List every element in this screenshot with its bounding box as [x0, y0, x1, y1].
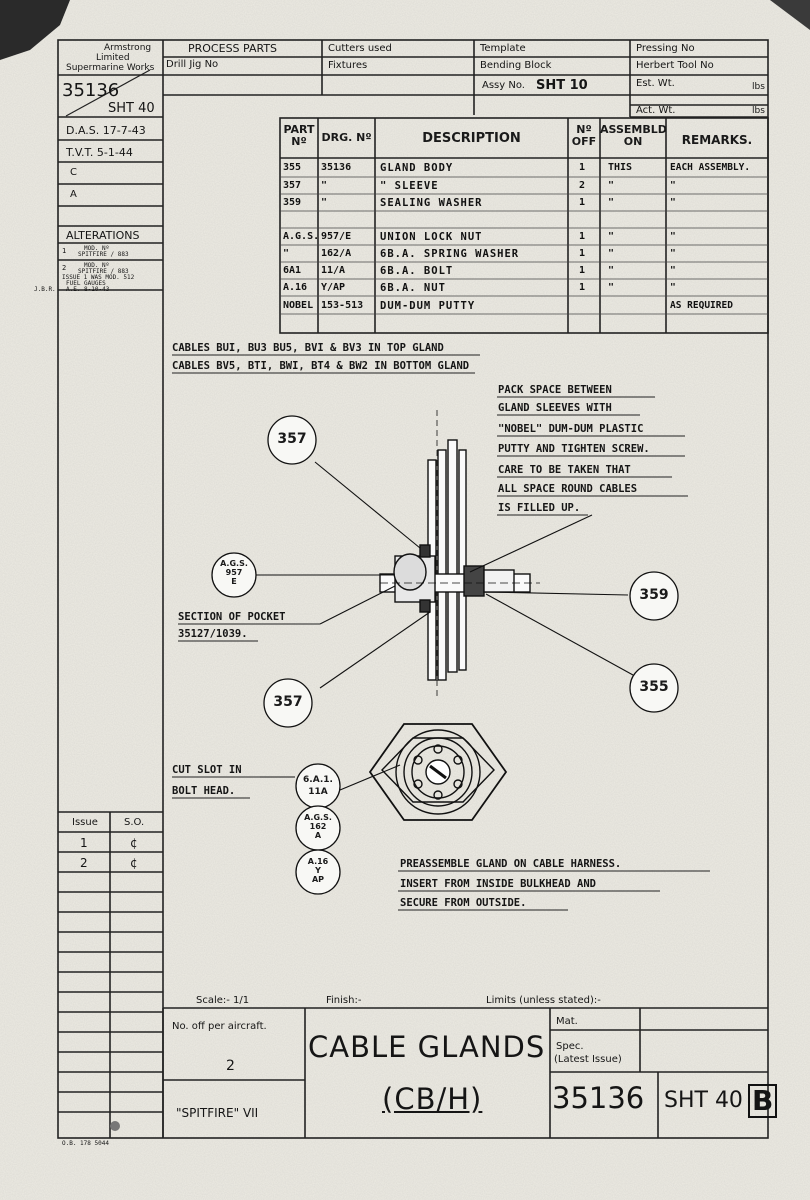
aircraft-name: "SPITFIRE" VII	[176, 1106, 259, 1120]
company-line-2: Limited	[96, 53, 130, 63]
alteration-1-desc: SPITFIRE / 883	[78, 251, 129, 258]
col-header-part-no: PART Nº	[283, 123, 315, 148]
so-header: S.O.	[124, 817, 145, 828]
note-preassemble-3: SECURE FROM OUTSIDE.	[400, 897, 527, 909]
company-line-3: Supermarine Works	[66, 63, 155, 73]
note-pack-space-1: PACK SPACE BETWEEN	[498, 384, 612, 396]
parts-row-5-part-no: A.G.S.	[283, 231, 320, 242]
parts-row-7-description: 6B.A. BOLT	[380, 265, 454, 277]
parts-row-5-drg-no: 957/E	[321, 231, 352, 242]
note-cables-top: CABLES BUI, BU3 BU5, BVI & BV3 IN TOP GLAND	[172, 342, 444, 354]
das-signature: D.A.S. 17-7-43	[66, 124, 146, 137]
alteration-2-line4: FUEL GAUGES	[66, 280, 106, 287]
tvt-signature: T.V.T. 5-1-44	[66, 146, 133, 159]
parts-row-6-part-no: "	[283, 248, 290, 259]
note-section-of-pocket: SECTION OF POCKET	[178, 611, 286, 623]
parts-row-6-no-off: 1	[579, 248, 586, 259]
parts-row-7-drg-no: 11/A	[321, 265, 346, 276]
issue-row-1-so: ¢	[130, 836, 138, 850]
note-pack-space-6: ALL SPACE ROUND CABLES	[498, 483, 638, 495]
issue-row-1-issue: 1	[80, 836, 88, 850]
parts-row-6-remarks: "	[670, 248, 676, 259]
alterations-heading: ALTERATIONS	[66, 229, 140, 242]
parts-row-1-description: GLAND BODY	[380, 162, 454, 174]
col-header-drg-no: DRG. Nº	[321, 131, 372, 144]
parts-row-6-drg-no: 162/A	[321, 248, 352, 259]
col-header-description: DESCRIPTION	[422, 131, 521, 146]
parts-row-1-part-no: 355	[283, 162, 302, 173]
parts-row-7-assembled-on: "	[608, 265, 615, 276]
note-cut-slot: CUT SLOT IN	[172, 764, 242, 776]
alteration-2-mod: MOD. Nº	[84, 262, 110, 269]
issue-letter: B	[748, 1084, 777, 1118]
parts-row-8-assembled-on: "	[608, 282, 615, 293]
parts-row-2-remarks: "	[670, 180, 676, 191]
parts-row-9-remarks: AS REQUIRED	[670, 300, 733, 311]
alteration-2-line3: ISSUE 1 WAS MOD. 512	[62, 274, 135, 281]
parts-row-1-drg-no: 35136	[321, 162, 352, 173]
col-header-assembled-on: ASSEMBLD ON	[600, 123, 667, 148]
callout-359: 359	[639, 587, 669, 603]
parts-row-1-assembled-on: THIS	[608, 162, 633, 173]
drill-jig-no-label: Drill Jig No	[166, 59, 219, 70]
finish-label: Finish:-	[326, 995, 362, 1006]
callout-a16: A.16 Y AP	[307, 857, 329, 884]
bending-block-label: Bending Block	[480, 60, 552, 71]
herbert-tool-no-label: Herbert Tool No	[636, 60, 714, 71]
parts-row-3-part-no: 359	[283, 197, 302, 208]
parts-row-2-part-no: 357	[283, 180, 302, 191]
note-pack-space-7: IS FILLED UP.	[498, 502, 581, 514]
note-cables-bottom: CABLES BV5, BTI, BWI, BT4 & BW2 IN BOTTOM GLAND	[172, 360, 470, 372]
scale-label: Scale:- 1/1	[196, 995, 250, 1006]
parts-row-3-no-off: 1	[579, 197, 586, 208]
parts-row-9-description: DUM-DUM PUTTY	[380, 300, 476, 312]
parts-row-8-description: 6B.A. NUT	[380, 282, 446, 294]
limits-label: Limits (unless stated):-	[486, 995, 601, 1006]
parts-row-9-part-no: NOBEL	[283, 300, 314, 311]
callout-ags957: A.G.S. 957 E	[220, 559, 248, 586]
parts-row-8-remarks: "	[670, 282, 676, 293]
print-reference: O.B. 178 5044	[62, 1140, 109, 1147]
sheet-number-top: SHT 40	[108, 101, 155, 116]
parts-row-7-part-no: 6A1	[283, 265, 302, 276]
parts-row-1-no-off: 1	[579, 162, 586, 173]
parts-row-7-no-off: 1	[579, 265, 586, 276]
parts-row-5-remarks: "	[670, 231, 676, 242]
drawing-number-top: 35136	[62, 80, 120, 101]
parts-row-6-description: 6B.A. SPRING WASHER	[380, 248, 520, 260]
mat-label: Mat.	[556, 1016, 578, 1027]
assy-no-label: Assy No.	[482, 80, 525, 91]
parts-row-5-description: UNION LOCK NUT	[380, 231, 483, 243]
company-line-1: Armstrong	[104, 43, 152, 53]
est-wt-label: Est. Wt.	[636, 78, 675, 89]
alteration-1-number: 1	[62, 247, 67, 255]
note-section-ref: 35127/1039.	[178, 628, 248, 640]
parts-row-7-remarks: "	[670, 265, 676, 276]
pressing-no-label: Pressing No	[636, 43, 695, 54]
parts-row-3-drg-no: "	[321, 197, 328, 208]
note-bolt-head: BOLT HEAD.	[172, 785, 236, 797]
note-preassemble-1: PREASSEMBLE GLAND ON CABLE HARNESS.	[400, 858, 622, 870]
drawing-title: CABLE GLANDS	[308, 1030, 546, 1064]
parts-row-5-assembled-on: "	[608, 231, 615, 242]
alteration-2-line2: SPITFIRE / 883	[78, 268, 129, 275]
issue-row-2-issue: 2	[80, 856, 88, 870]
callout-ags162: A.G.S. 162 A	[304, 813, 332, 840]
act-wt-label: Act. Wt.	[636, 105, 676, 116]
callout-6a1: 6.A.1. 11A	[303, 775, 333, 797]
sheet-number-bottom: SHT 40	[664, 1088, 743, 1113]
parts-row-3-description: SEALING WASHER	[380, 197, 483, 209]
est-wt-unit: lbs	[752, 82, 765, 92]
parts-row-3-remarks: "	[670, 197, 676, 208]
parts-row-6-assembled-on: "	[608, 248, 615, 259]
alteration-initials: J.B.R.	[34, 286, 56, 293]
callout-357-top: 357	[277, 431, 307, 447]
alteration-2-number: 2	[62, 264, 67, 272]
left-a-label: A	[70, 189, 77, 200]
alteration-1-mod: MOD. Nº	[84, 245, 110, 252]
left-c-label: C	[70, 167, 77, 178]
parts-row-8-part-no: A.16	[283, 282, 308, 293]
callout-355: 355	[639, 679, 669, 695]
parts-row-2-drg-no: "	[321, 180, 328, 191]
latest-issue-label: (Latest Issue)	[554, 1054, 622, 1065]
parts-row-2-no-off: 2	[579, 180, 586, 191]
col-header-no-off: Nº OFF	[571, 123, 597, 148]
parts-row-5-no-off: 1	[579, 231, 586, 242]
callout-357-bottom: 357	[273, 694, 303, 710]
parts-row-3-assembled-on: "	[608, 197, 615, 208]
note-preassemble-2: INSERT FROM INSIDE BULKHEAD AND	[400, 878, 596, 890]
process-parts-label: PROCESS PARTS	[188, 42, 278, 55]
parts-row-8-no-off: 1	[579, 282, 586, 293]
note-pack-space-3: "NOBEL" DUM-DUM PLASTIC	[498, 423, 644, 435]
note-pack-space-4: PUTTY AND TIGHTEN SCREW.	[498, 443, 650, 455]
issue-header: Issue	[72, 817, 98, 828]
issue-row-2-so: ¢	[130, 856, 138, 870]
assy-no-value: SHT 10	[536, 78, 588, 93]
fixtures-label: Fixtures	[328, 60, 368, 71]
template-label: Template	[480, 43, 526, 54]
alteration-2-line5: A.E. 8-10-43	[66, 286, 110, 293]
parts-row-8-drg-no: Y/AP	[321, 282, 346, 293]
no-off-value: 2	[226, 1058, 235, 1074]
parts-row-1-remarks: EACH ASSEMBLY.	[670, 162, 751, 173]
spec-label: Spec.	[556, 1041, 584, 1052]
parts-row-2-description: " SLEEVE	[380, 180, 439, 192]
cutters-used-label: Cutters used	[328, 43, 392, 54]
note-pack-space-2: GLAND SLEEVES WITH	[498, 402, 612, 414]
act-wt-unit: lbs	[752, 106, 765, 116]
note-pack-space-5: CARE TO BE TAKEN THAT	[498, 464, 631, 476]
drawing-subtitle: (CB/H)	[382, 1082, 483, 1116]
parts-row-2-assembled-on: "	[608, 180, 615, 191]
parts-row-9-drg-no: 153-513	[321, 300, 364, 311]
drawing-number-bottom: 35136	[552, 1081, 645, 1115]
col-header-remarks: REMARKS.	[681, 133, 753, 147]
no-off-label: No. off per aircraft.	[172, 1021, 267, 1032]
